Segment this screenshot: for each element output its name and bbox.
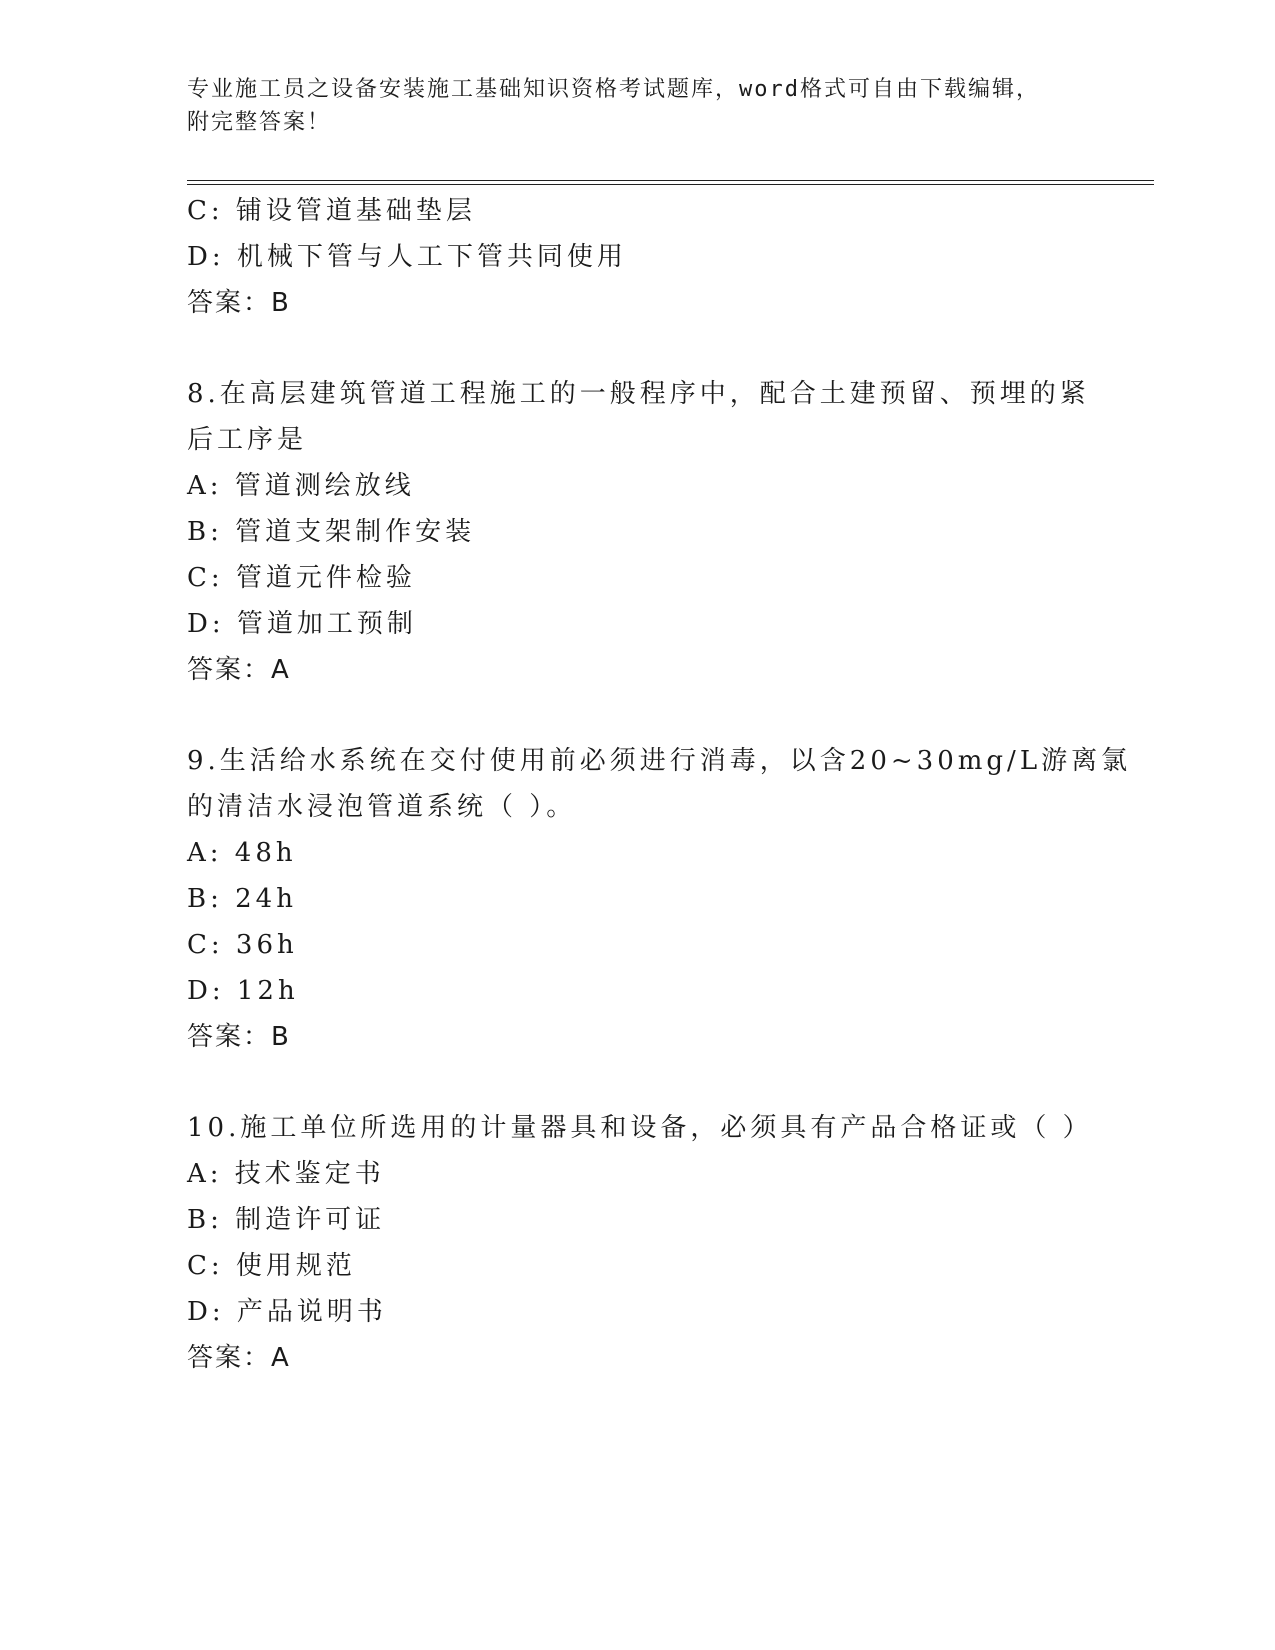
option-b: B: 制造许可证 <box>187 1205 386 1235</box>
option-d: D: 12h <box>187 976 299 1006</box>
option-c: C: 管道元件检验 <box>187 563 416 593</box>
option-d: D: 产品说明书 <box>187 1297 387 1327</box>
question-stem: 8.在高层建筑管道工程施工的一般程序中，配合土建预留、预埋的紧 <box>187 379 1090 409</box>
question-gap <box>187 693 1087 738</box>
option-a: A: 管道测绘放线 <box>187 471 415 501</box>
question-block-8 <box>187 371 1090 693</box>
answer-line: 答案：B <box>187 1022 291 1052</box>
question-block-10 <box>187 1105 1093 1381</box>
question-block-9 <box>187 738 1132 1060</box>
option-a: A: 48h <box>187 838 297 868</box>
question-stem: 的清洁水浸泡管道系统（ ）。 <box>187 792 577 822</box>
option-c: C: 铺设管道基础垫层 <box>187 196 476 226</box>
answer-line: 答案：A <box>187 1343 291 1373</box>
option-c: C: 使用规范 <box>187 1251 356 1281</box>
question-list <box>187 188 1132 1381</box>
option-b: B: 管道支架制作安装 <box>187 517 476 547</box>
option-d: D: 机械下管与人工下管共同使用 <box>187 242 627 272</box>
option-b: B: 24h <box>187 884 297 914</box>
option-c: C: 36h <box>187 930 298 960</box>
question-gap <box>187 326 1087 371</box>
header-line-1: 专业施工员之设备安装施工基础知识资格考试题库，word格式可自由下载编辑， <box>187 77 1040 102</box>
answer-line: 答案：A <box>187 655 291 685</box>
question-gap <box>187 1060 1087 1105</box>
question-stem: 10.施工单位所选用的计量器具和设备，必须具有产品合格证或（ ） <box>187 1113 1093 1143</box>
document-header <box>187 73 1067 139</box>
header-line-2: 附完整答案！ <box>187 110 332 135</box>
question-stem: 后工序是 <box>187 425 308 455</box>
header-divider-top <box>187 180 1154 181</box>
header-divider-bottom <box>187 184 1154 185</box>
answer-line: 答案：B <box>187 288 291 318</box>
question-block-previous <box>187 188 1087 326</box>
option-a: A: 技术鉴定书 <box>187 1159 385 1189</box>
question-stem: 9.生活给水系统在交付使用前必须进行消毒，以含20~30mg/L游离氯 <box>187 746 1132 776</box>
option-d: D: 管道加工预制 <box>187 609 417 639</box>
